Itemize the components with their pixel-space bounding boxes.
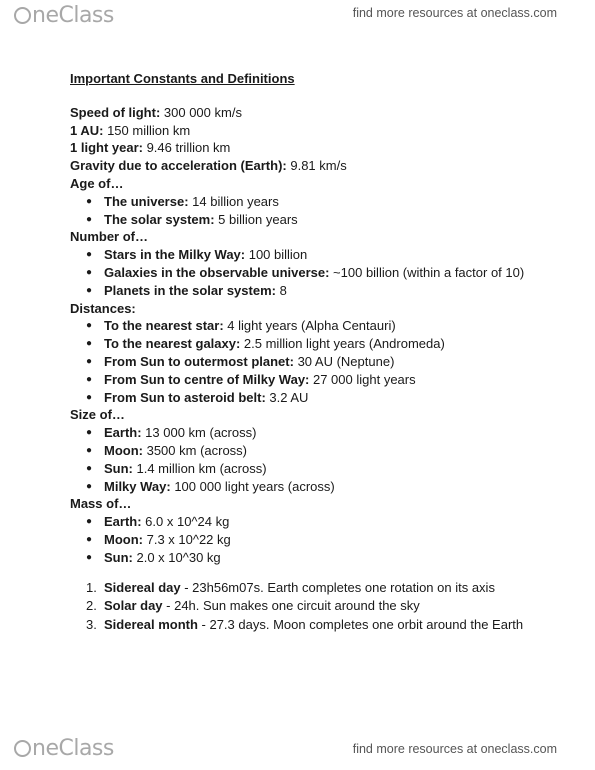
list-item: ● Earth: 13 000 km (across) [70,424,550,442]
list-item: ● Stars in the Milky Way: 100 billion [70,246,550,264]
distances-list [70,317,550,406]
list-item: ● To the nearest galaxy: 2.5 million light years (Andromeda) [70,335,550,353]
list-item: ● The universe: 14 billion years [70,193,550,211]
page-title: Important Constants and Definitions [70,71,295,86]
logo-text: neClass [32,736,114,761]
section-title-number: Number of… [70,229,148,245]
age-list [70,193,550,229]
mass-list [70,513,550,566]
list-item: ● Earth: 6.0 x 10^24 kg [70,513,550,531]
section-title-mass: Mass of… [70,496,132,512]
definitions-list [70,579,550,634]
list-item: ● Galaxies in the observable universe: ~100 billion (within a factor of 10) [70,264,550,282]
definition-item: 2. Solar day - 24h. Sun makes one circuit around the sky [86,598,420,614]
section-title-distances: Distances: [70,300,136,316]
list-item: ● To the nearest star: 4 light years (Alpha Centauri) [70,317,550,335]
section-title-size: Size of… [70,407,125,423]
logo-text: neClass [32,3,114,28]
oneclass-logo[interactable] [14,3,114,28]
section-title-age: Age of… [70,175,124,191]
list-item: ● From Sun to centre of Milky Way: 27 000 light years [70,371,550,389]
logo-o-icon [14,740,31,757]
list-item: ● Sun: 2.0 x 10^30 kg [70,549,550,567]
list-item: ● Sun: 1.4 million km (across) [70,460,550,478]
constant-line: 1 AU: 150 million km [70,122,191,138]
header-tagline-link[interactable]: find more resources at oneclass.com [352,6,557,20]
constants-list [70,104,550,175]
list-item: ● From Sun to asteroid belt: 3.2 AU [70,389,550,407]
footer-tagline-link[interactable]: find more resources at oneclass.com [352,742,557,756]
definition-item: 3. Sidereal month - 27.3 days. Moon completes one orbit around the Earth [86,617,524,633]
size-list [70,424,550,495]
list-item: ● Planets in the solar system: 8 [70,282,550,300]
definition-item: 1. Sidereal day - 23h56m07s. Earth completes one rotation on its axis [86,579,495,595]
list-item: ● The solar system: 5 billion years [70,211,550,229]
constant-line: Gravity due to acceleration (Earth): 9.81 km/s [70,158,347,174]
list-item: ● Moon: 7.3 x 10^22 kg [70,531,550,549]
list-item: ● Moon: 3500 km (across) [70,442,550,460]
list-item: ● Milky Way: 100 000 light years (across) [70,478,550,496]
document-content [70,70,550,635]
constant-line: Speed of light: 300 000 km/s [70,104,242,120]
oneclass-footer-logo[interactable] [14,736,114,761]
number-list [70,246,550,299]
list-item: ● From Sun to outermost planet: 30 AU (Neptune) [70,353,550,371]
logo-o-icon [14,7,31,24]
constant-line: 1 light year: 9.46 trillion km [70,140,231,156]
